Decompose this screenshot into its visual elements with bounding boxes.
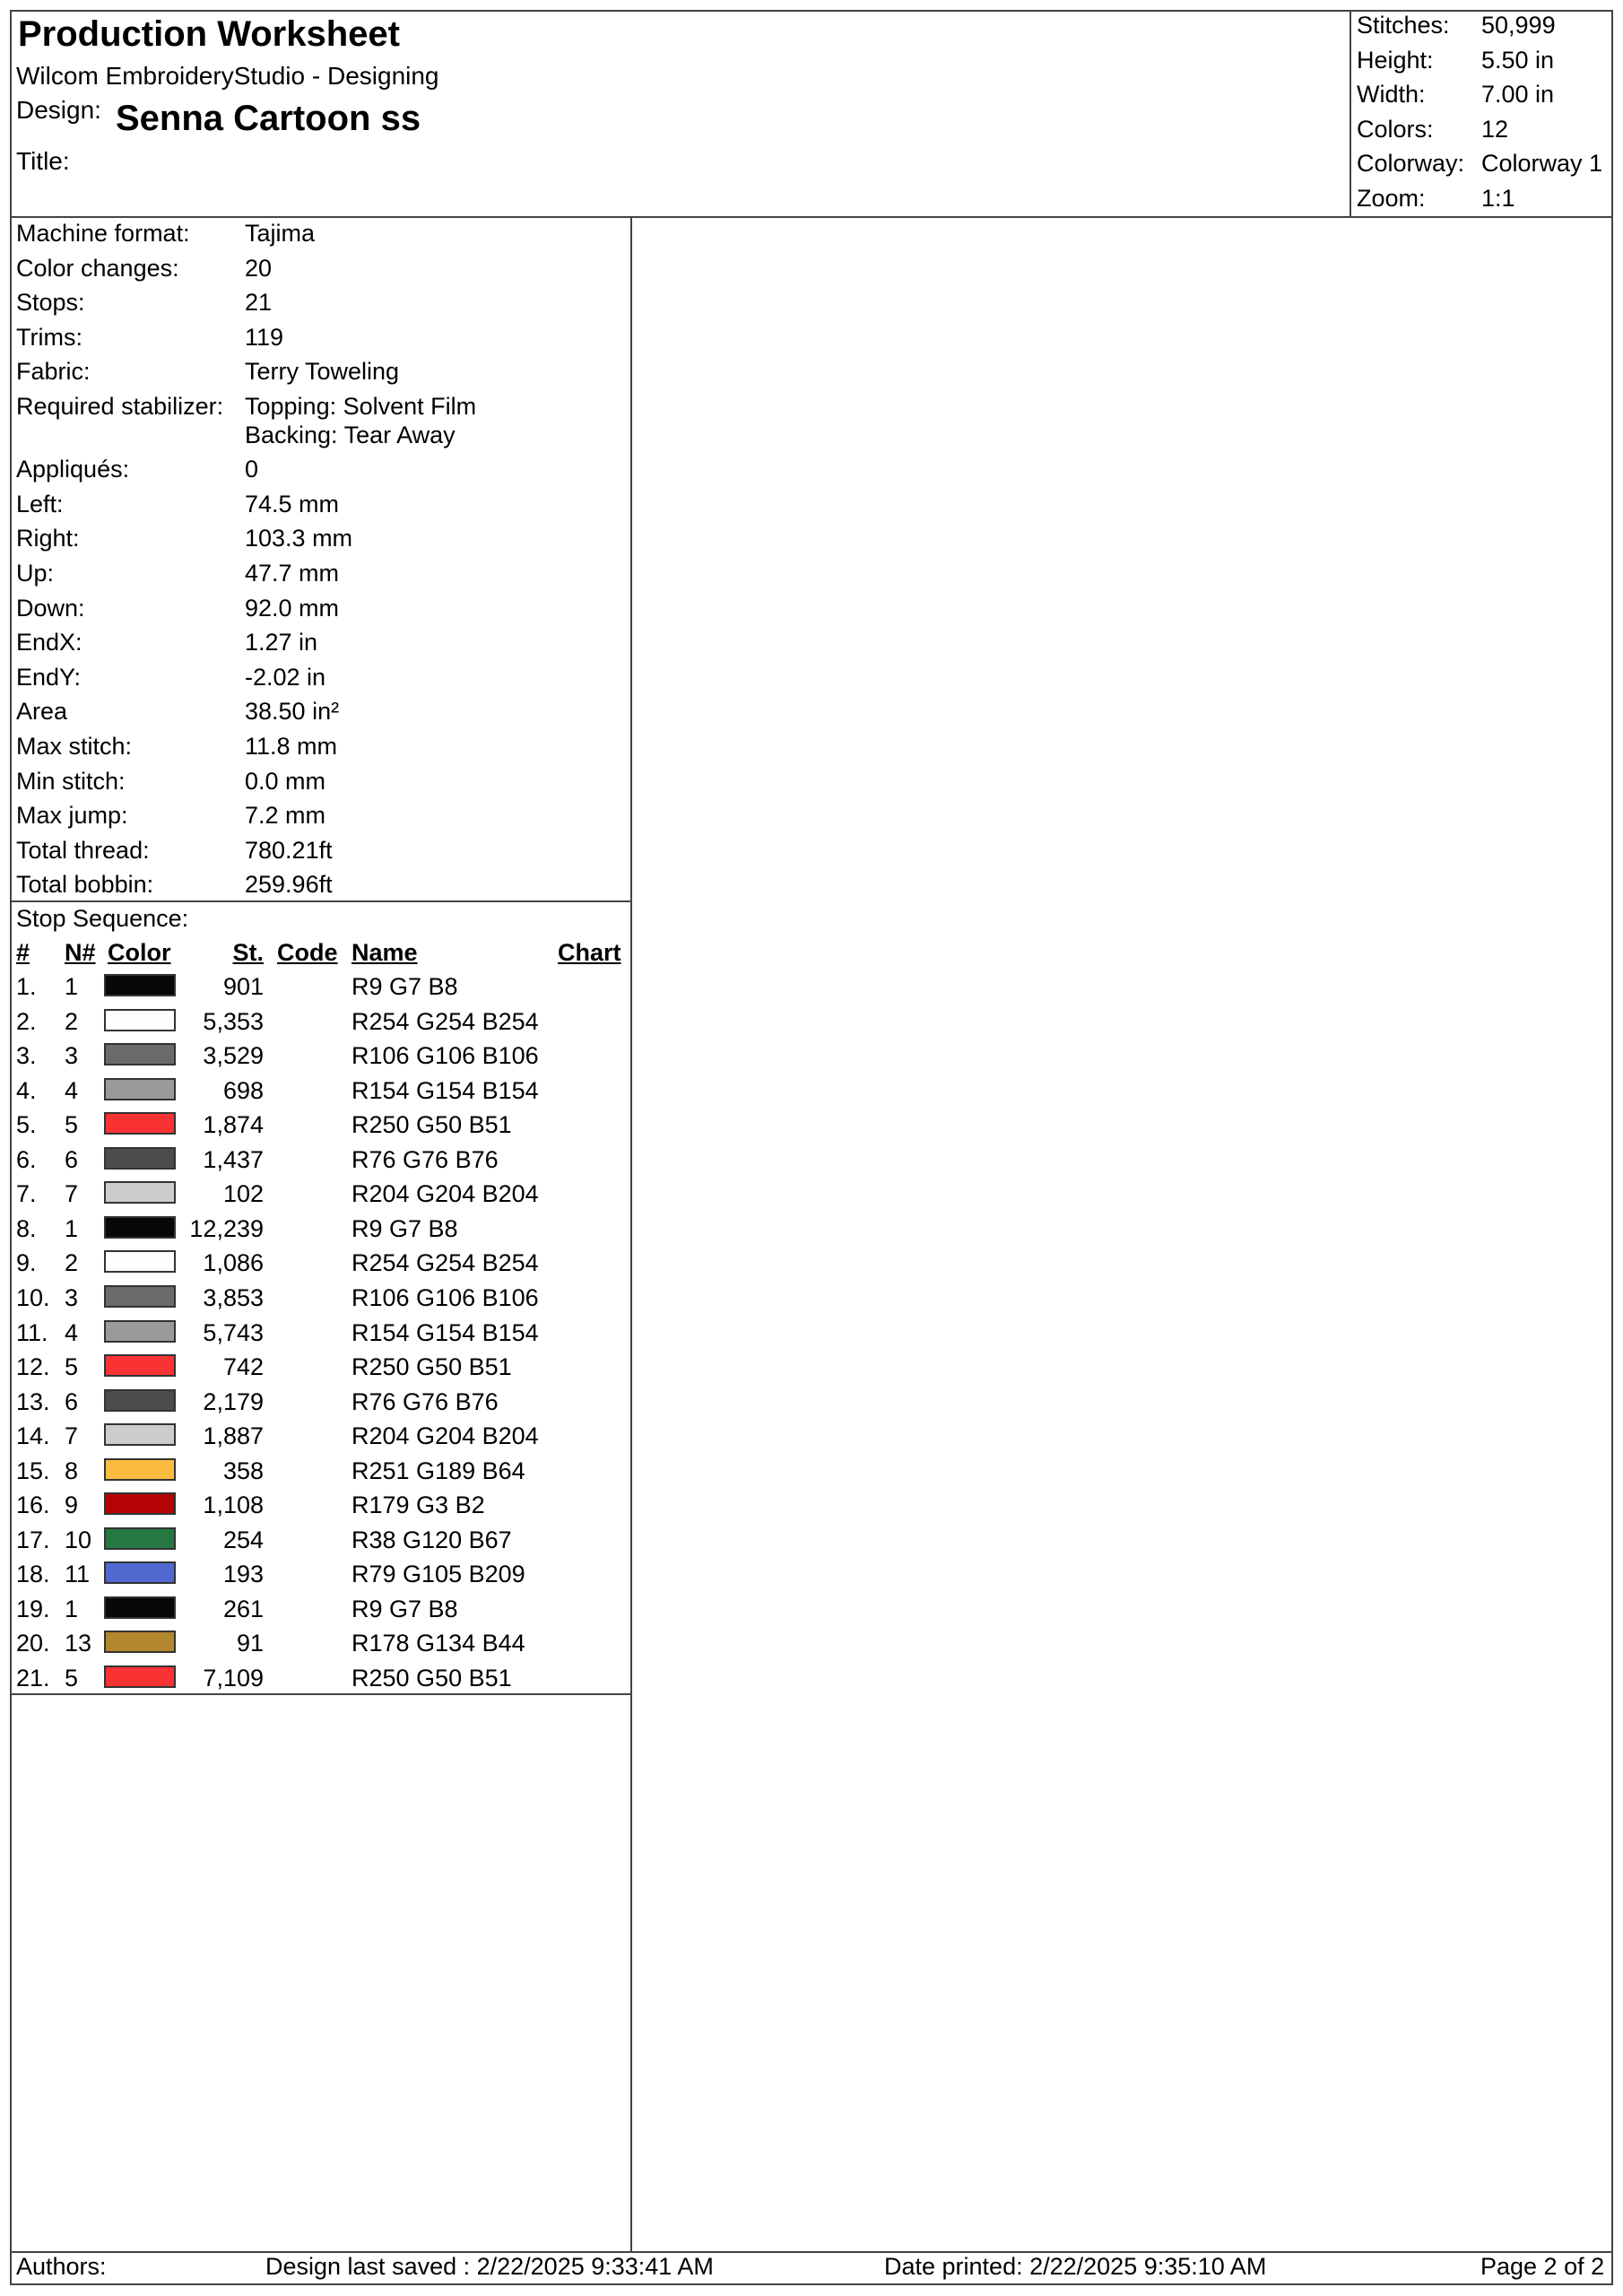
summary-label: Colorway:	[1357, 150, 1465, 177]
color-swatch	[104, 1216, 176, 1239]
summary-label: Zoom:	[1357, 184, 1426, 212]
row-stitches: 2,179	[203, 1387, 264, 1415]
property-value: Topping: Solvent Film	[245, 393, 477, 420]
col-header-name: Name	[352, 939, 418, 966]
row-color-name: R250 G50 B51	[352, 1111, 512, 1139]
row-index: 16.	[16, 1492, 50, 1519]
property-value: 259.96ft	[245, 871, 333, 899]
summary-value: 7.00 in	[1481, 81, 1555, 108]
row-index: 18.	[16, 1561, 50, 1588]
row-index: 14.	[16, 1422, 50, 1450]
row-index: 6.	[16, 1145, 37, 1173]
color-swatch	[104, 1147, 176, 1170]
software-name: Wilcom EmbroideryStudio - Designing	[16, 62, 439, 90]
col-header-chart: Chart	[558, 939, 621, 966]
footer-authors: Authors:	[16, 2253, 107, 2280]
row-color-name: R178 G134 B44	[352, 1630, 525, 1657]
row-needle: 6	[65, 1387, 79, 1415]
footer-last-saved: Design last saved : 2/22/2025 9:33:41 AM	[265, 2253, 714, 2280]
property-value: Terry Toweling	[245, 358, 400, 386]
row-stitches: 742	[222, 1353, 264, 1381]
row-index: 15.	[16, 1457, 50, 1484]
color-swatch	[104, 1354, 176, 1377]
row-color-name: R79 G105 B209	[352, 1561, 525, 1588]
property-value: 20	[245, 254, 273, 282]
title-label: Title:	[16, 147, 70, 175]
design-label: Design:	[16, 96, 101, 124]
row-needle: 3	[65, 1042, 79, 1070]
property-label: Total bobbin:	[16, 871, 154, 899]
row-index: 21.	[16, 1665, 50, 1692]
row-needle: 2	[65, 1249, 79, 1277]
row-color-name: R251 G189 B64	[352, 1457, 525, 1484]
row-color-name: R154 G154 B154	[352, 1076, 539, 1104]
color-swatch	[104, 1112, 176, 1135]
row-color-name: R204 G204 B204	[352, 1422, 539, 1450]
row-needle: 13	[65, 1630, 92, 1657]
row-stitches: 901	[222, 973, 264, 1000]
property-label: Left:	[16, 490, 64, 517]
row-index: 19.	[16, 1595, 50, 1622]
footer-date-printed: Date printed: 2/22/2025 9:35:10 AM	[884, 2253, 1267, 2280]
row-color-name: R76 G76 B76	[352, 1387, 499, 1415]
row-stitches: 5,353	[203, 1007, 264, 1035]
color-swatch	[104, 1043, 176, 1065]
summary-value: 1:1	[1481, 184, 1515, 212]
row-needle: 1	[65, 973, 79, 1000]
footer-divider	[10, 2251, 1613, 2253]
row-stitches: 5,743	[203, 1318, 264, 1346]
row-index: 8.	[16, 1214, 37, 1242]
property-label: Appliqués:	[16, 456, 130, 483]
row-color-name: R250 G50 B51	[352, 1353, 512, 1381]
page-title: Production Worksheet	[18, 14, 400, 54]
col-header-code: Code	[277, 939, 338, 966]
property-label: Fabric:	[16, 358, 91, 386]
row-color-name: R9 G7 B8	[352, 1595, 458, 1622]
row-needle: 11	[65, 1561, 91, 1588]
property-value: -2.02 in	[245, 663, 326, 691]
row-needle: 1	[65, 1214, 79, 1242]
row-needle: 6	[65, 1145, 79, 1173]
row-color-name: R154 G154 B154	[352, 1318, 539, 1346]
col-header-needle: N#	[65, 939, 96, 966]
property-label: Max stitch:	[16, 732, 133, 760]
summary-value: 5.50 in	[1481, 46, 1555, 74]
property-value: 7.2 mm	[245, 802, 326, 830]
row-stitches: 91	[236, 1630, 264, 1657]
property-value: 92.0 mm	[245, 594, 340, 622]
row-stitches: 1,437	[203, 1145, 264, 1173]
row-needle: 9	[65, 1492, 79, 1519]
properties-divider	[10, 900, 630, 902]
color-swatch	[104, 974, 176, 996]
row-stitches: 102	[222, 1180, 264, 1208]
color-swatch	[104, 1389, 176, 1412]
row-index: 2.	[16, 1007, 37, 1035]
property-label: Up:	[16, 559, 55, 587]
property-label: Min stitch:	[16, 767, 126, 795]
row-index: 10.	[16, 1283, 50, 1311]
row-needle: 5	[65, 1111, 79, 1139]
row-index: 4.	[16, 1076, 37, 1104]
color-swatch	[104, 1665, 176, 1688]
row-index: 13.	[16, 1387, 50, 1415]
sequence-bottom-divider	[10, 1693, 630, 1695]
header-divider	[10, 216, 1613, 218]
footer-page-number: Page 2 of 2	[1480, 2253, 1605, 2280]
property-value: 0.0 mm	[245, 767, 326, 795]
color-swatch	[104, 1561, 176, 1584]
property-label: Color changes:	[16, 254, 179, 282]
row-index: 1.	[16, 973, 37, 1000]
property-label: Area	[16, 698, 68, 726]
row-stitches: 261	[222, 1595, 264, 1622]
color-swatch	[104, 1527, 176, 1550]
row-color-name: R179 G3 B2	[352, 1492, 485, 1519]
row-stitches: 193	[222, 1561, 264, 1588]
row-needle: 7	[65, 1180, 79, 1208]
property-value: 74.5 mm	[245, 490, 340, 517]
property-label: EndY:	[16, 663, 82, 691]
color-swatch	[104, 1181, 176, 1204]
row-stitches: 7,109	[203, 1665, 264, 1692]
color-swatch	[104, 1631, 176, 1653]
color-swatch	[104, 1458, 176, 1481]
stop-sequence-label: Stop Sequence:	[16, 905, 189, 932]
property-label: Max jump:	[16, 802, 128, 830]
row-index: 12.	[16, 1353, 50, 1381]
column-divider	[630, 216, 632, 2251]
property-value: 0	[245, 456, 259, 483]
color-swatch	[104, 1285, 176, 1308]
color-swatch	[104, 1423, 176, 1446]
col-header-index: #	[16, 939, 30, 966]
summary-label: Stitches:	[1357, 12, 1450, 39]
row-stitches: 12,239	[189, 1214, 264, 1242]
property-value: 21	[245, 289, 273, 317]
row-needle: 4	[65, 1318, 79, 1346]
color-swatch	[104, 1250, 176, 1273]
property-value: 780.21ft	[245, 836, 333, 864]
row-color-name: R9 G7 B8	[352, 1214, 458, 1242]
row-stitches: 1,108	[203, 1492, 264, 1519]
row-needle: 1	[65, 1595, 79, 1622]
property-value: 38.50 in²	[245, 698, 340, 726]
color-swatch	[104, 1492, 176, 1515]
property-value: 47.7 mm	[245, 559, 340, 587]
row-needle: 3	[65, 1283, 79, 1311]
property-label: Required stabilizer:	[16, 393, 224, 420]
summary-label: Height:	[1357, 46, 1434, 74]
property-label: Machine format:	[16, 220, 190, 247]
property-label: Down:	[16, 594, 85, 622]
row-index: 20.	[16, 1630, 50, 1657]
row-stitches: 3,853	[203, 1283, 264, 1311]
row-index: 5.	[16, 1111, 37, 1139]
row-color-name: R9 G7 B8	[352, 973, 458, 1000]
row-index: 17.	[16, 1526, 50, 1553]
property-label: EndX:	[16, 629, 82, 657]
property-value: 1.27 in	[245, 629, 318, 657]
row-stitches: 1,874	[203, 1111, 264, 1139]
summary-value: 12	[1481, 115, 1509, 143]
property-value: 119	[245, 323, 284, 351]
property-value-secondary: Backing: Tear Away	[245, 421, 456, 448]
row-index: 9.	[16, 1249, 37, 1277]
property-label: Total thread:	[16, 836, 150, 864]
color-swatch	[104, 1078, 176, 1100]
row-color-name: R250 G50 B51	[352, 1665, 512, 1692]
row-needle: 4	[65, 1076, 79, 1104]
row-needle: 2	[65, 1007, 79, 1035]
col-header-stitches: St.	[232, 939, 264, 966]
row-stitches: 3,529	[203, 1042, 264, 1070]
summary-value: 50,999	[1481, 12, 1556, 39]
row-needle: 5	[65, 1353, 79, 1381]
row-color-name: R204 G204 B204	[352, 1180, 539, 1208]
property-label: Trims:	[16, 323, 82, 351]
row-color-name: R106 G106 B106	[352, 1042, 539, 1070]
row-stitches: 1,887	[203, 1422, 264, 1450]
property-value: 103.3 mm	[245, 525, 353, 552]
row-needle: 5	[65, 1665, 79, 1692]
summary-divider	[1350, 10, 1351, 216]
property-value: 11.8 mm	[245, 732, 338, 760]
summary-label: Width:	[1357, 81, 1426, 108]
row-color-name: R254 G254 B254	[352, 1249, 539, 1277]
row-stitches: 358	[222, 1457, 264, 1484]
color-swatch	[104, 1009, 176, 1031]
row-stitches: 1,086	[203, 1249, 264, 1277]
summary-value: Colorway 1	[1481, 150, 1603, 177]
row-color-name: R76 G76 B76	[352, 1145, 499, 1173]
design-name: Senna Cartoon ss	[116, 99, 421, 138]
property-label: Stops:	[16, 289, 85, 317]
color-swatch	[104, 1320, 176, 1343]
property-value: Tajima	[245, 220, 316, 247]
row-needle: 8	[65, 1457, 79, 1484]
row-stitches: 254	[222, 1526, 264, 1553]
property-label: Right:	[16, 525, 80, 552]
row-needle: 7	[65, 1422, 79, 1450]
row-needle: 10	[65, 1526, 92, 1553]
row-index: 3.	[16, 1042, 37, 1070]
row-color-name: R38 G120 B67	[352, 1526, 512, 1553]
row-color-name: R254 G254 B254	[352, 1007, 539, 1035]
color-swatch	[104, 1596, 176, 1619]
col-header-color: Color	[108, 939, 171, 966]
row-stitches: 698	[222, 1076, 264, 1104]
row-index: 11.	[16, 1318, 48, 1346]
summary-label: Colors:	[1357, 115, 1434, 143]
row-color-name: R106 G106 B106	[352, 1283, 539, 1311]
row-index: 7.	[16, 1180, 37, 1208]
